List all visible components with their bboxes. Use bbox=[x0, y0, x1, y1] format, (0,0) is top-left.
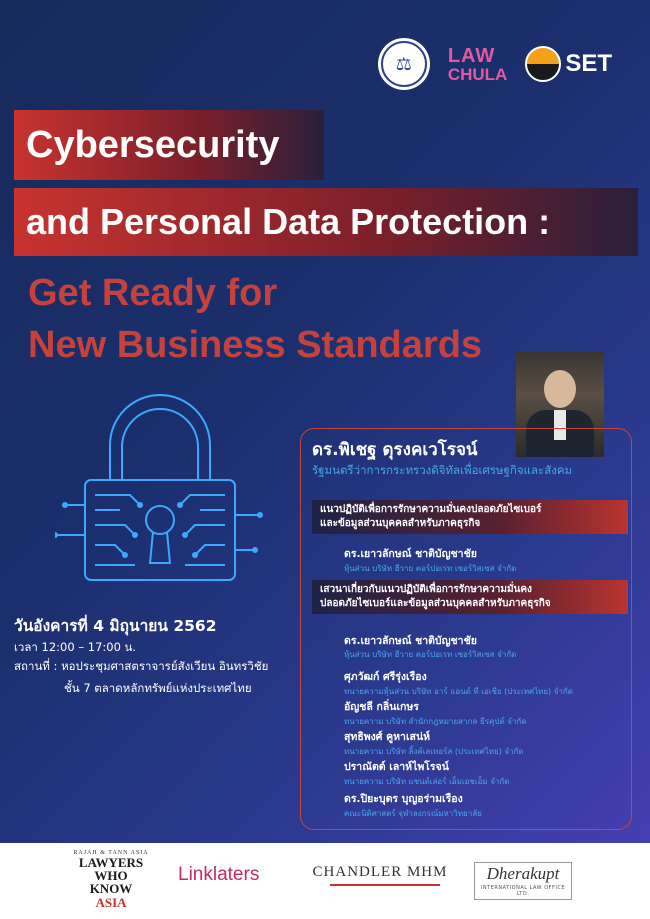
law-chula-logo bbox=[448, 46, 508, 83]
session-2-title-line1: เสวนาเกี่ยวกับแนวปฏิบัติเพื่อการรักษาความมั่นคง bbox=[320, 584, 532, 595]
panelist-name: ศุภวัฒก์ ศรีรุ่งเรือง bbox=[344, 671, 427, 683]
panelist-role: ทนายความ บริษัท ลิ้งค์เลเทอร์ส (ประเทศไทย) จำกัด bbox=[344, 747, 524, 756]
event-venue-line1: สถานที่ : หอประชุมศาสตราจารย์สังเวียน อินทรวิชัย bbox=[14, 659, 269, 673]
panelist-role: คณะนิติศาสตร์ จุฬาลงกรณ์มหาวิทยาลัย bbox=[344, 809, 482, 818]
event-venue-line2: ชั้น 7 ตลาดหลักทรัพย์แห่งประเทศไทย bbox=[64, 681, 252, 695]
session-2-title-line2: ปลอดภัยไซเบอร์และข้อมูลส่วนบุคคลสำหรับภาคธุรกิจ bbox=[320, 598, 551, 609]
scales-icon: ⚖ bbox=[381, 41, 427, 87]
panelist-name: ดร.ปิยะบุตร บุญอร่ามเรือง bbox=[344, 793, 463, 805]
dherakupt-logo bbox=[474, 862, 572, 900]
set-logo-text: SET bbox=[565, 50, 612, 77]
keynote-speaker-name: ดร.พิเชฐ ดุรงคเวโรจน์ bbox=[312, 440, 478, 460]
subtitle-line-2: New Business Standards bbox=[28, 324, 483, 366]
panelist-name: อัญชลี กลิ่นเกษร bbox=[344, 701, 419, 713]
set-circle-icon bbox=[525, 46, 561, 82]
session-1-title bbox=[312, 500, 628, 534]
session-1-title-line1: แนวปฏิบัติเพื่อการรักษาความมั่นคงปลอดภัยไซเบอร์ bbox=[320, 504, 542, 515]
law-chula-line2: CHULA bbox=[447, 64, 508, 84]
set-logo bbox=[525, 46, 612, 82]
event-time: เวลา 12:00 – 17:00 น. bbox=[14, 640, 137, 654]
panelist-name: ปราณัตต์ เลาห์ไพโรจน์ bbox=[344, 761, 449, 773]
lwk-line2: WHO bbox=[94, 868, 128, 883]
session-1-title-line2: และข้อมูลส่วนบุคคลสำหรับภาคธุรกิจ bbox=[320, 518, 481, 529]
linklaters-logo: Linklaters bbox=[178, 864, 260, 885]
lwk-small-text: RAJAH & TANN ASIA bbox=[73, 850, 149, 856]
chandler-mhm-logo: CHANDLER MHM bbox=[312, 864, 448, 880]
sec-seal-logo bbox=[378, 38, 430, 90]
organizer-logos bbox=[378, 38, 612, 90]
panelist-role: ทนายความ บริษัท แชนด์เล่อร์ เอ็มเอชเอ็ม จำกัด bbox=[344, 777, 510, 786]
lwk-line4: ASIA bbox=[95, 895, 127, 910]
panelist-role: หุ้นส่วน บริษัท ฮีวาย คอร์ปอเรท เซอร์วิสเซส จำกัด bbox=[344, 650, 517, 659]
title-line-1: Cybersecurity bbox=[14, 110, 324, 180]
lawyers-who-know-asia-logo bbox=[66, 850, 156, 911]
event-date: วันอังคารที่ 4 มิถุนายน 2562 bbox=[14, 617, 217, 635]
law-chula-line1: LAW bbox=[447, 44, 496, 67]
panelist-name: ดร.เยาวลักษณ์ ชาติบัญชาชัย bbox=[344, 635, 477, 647]
dherakupt-name: Dherakupt bbox=[486, 864, 560, 883]
lwk-line1: LAWYERS bbox=[78, 855, 144, 870]
session-2-title bbox=[312, 580, 628, 614]
panelist-role: ทนายความหุ้นส่วน บริษัท อาร์ แอนด์ ที เอเชีย (ประเทศไทย) จำกัด bbox=[344, 687, 573, 696]
session-1-speaker-name: ดร.เยาวลักษณ์ ชาติบัญชาชัย bbox=[344, 548, 477, 560]
circuit-padlock-icon bbox=[55, 385, 265, 585]
dherakupt-subtitle: INTERNATIONAL LAW OFFICE LTD. bbox=[480, 885, 566, 897]
panelist-role: ทนายความ บริษัท สำนักกฎหมายสากล ธีรคุปต์ จำกัด bbox=[344, 717, 527, 726]
title-line-2: and Personal Data Protection : bbox=[14, 188, 638, 256]
subtitle-line-1: Get Ready for bbox=[28, 272, 278, 314]
chandler-underline bbox=[330, 884, 440, 886]
panelist-name: สุทธิพงศ์ คูหาเสน่ห์ bbox=[344, 731, 431, 743]
lwk-line3: KNOW bbox=[89, 881, 133, 896]
session-1-speaker-role: หุ้นส่วน บริษัท ฮีวาย คอร์ปอเรท เซอร์วิสเซส จำกัด bbox=[344, 564, 517, 573]
keynote-speaker-role: รัฐมนตรีว่าการกระทรวงดิจิทัลเพื่อเศรษฐกิจและสังคม bbox=[312, 463, 573, 477]
